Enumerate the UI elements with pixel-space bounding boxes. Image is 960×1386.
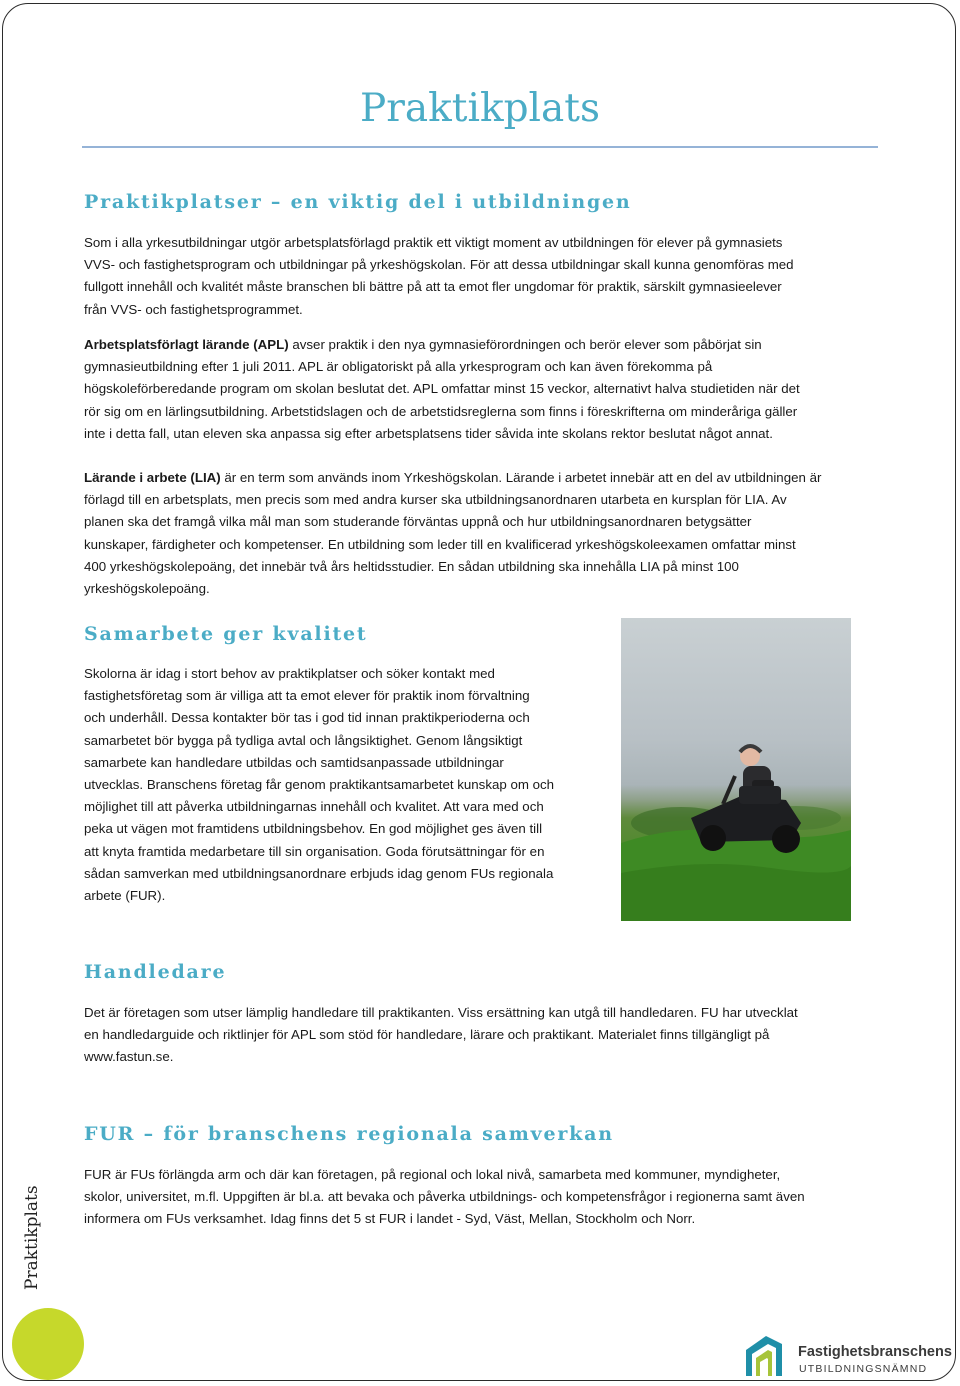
section-heading-handledare: Handledare xyxy=(84,961,227,983)
photo-person-on-lawn-mower xyxy=(621,618,851,921)
paragraph-samarbete: Skolorna är idag i stort behov av praktikplatser och söker kontakt med fastighetsföretag som är villiga att ta emot elever för praktik inom förvaltning och underhåll. Dessa kontakter bör tas i god tid innan praktikperioderna och samarbetet bör bygga på tydliga avtal och långsiktighet. Genom långsiktigt samarbete kan handledare utbildas och samtidsanpassade utbildningar utvecklas. Branschens företag får genom praktikantsamarbetet kunskap om och möjlighet till att påverka utbildningarnas innehåll och kvalitet. Att vara med och peka ut vägen mot framtidens utbildningsbehov. En god möjlighet ges även till att knyta framtida medarbetare till sin organisation. Goda förutsättningar för en sådan samverkan med utbildningsanordnare erbjuds idag genom FUs regionala arbete (FUR). xyxy=(84,666,555,904)
paragraph-fur: FUR är FUs förlängda arm och där kan företagen, på regional och lokal nivå, samarbeta med kommuner, myndigheter, skolor, universitet, m.fl. Uppgiften är bl.a. att bevaka och påverka utbildnings- och kompetensfrågor i regionerna samt även informera om FUs verksamhet. Idag finns det 5 st FUR i landet - Syd, Väst, Mellan, Stockholm och Norr. xyxy=(84,1167,805,1227)
paragraph-lia: Lärande i arbete (LIA) är en term som används inom Yrkeshögskolan. Lärande i arbetet innebär att en del av utbildningen är förlagd till en arbetsplats, men precis som med andra kurser ska utbildningsanordnaren utarbeta en kursplan för LIA. Av planen ska det framgå vilka mål man som studerande förväntas uppnå och hur utbildningsanordnaren betygsätter kunskaper, färdigheter och kompetenser. En utbildning som leder till en kvalificerad yrkeshögskoleexamen omfattar minst 400 yrkeshögskolepoäng, det innebär två års heltidsstudier. En sådan utbildning ska innehålla LIA på minst 100 yrkeshögskolepoäng. xyxy=(84,470,822,597)
section-heading-samarbete: Samarbete ger kvalitet xyxy=(84,623,368,645)
house-logo-icon xyxy=(742,1328,786,1378)
title-rule xyxy=(82,146,878,148)
lia-term: Lärande i arbete (LIA) xyxy=(84,470,221,485)
organization-logo xyxy=(742,1326,956,1382)
decorative-circle xyxy=(12,1308,84,1380)
paragraph-intro: Som i alla yrkesutbildningar utgör arbetsplatsförlagd praktik ett viktigt moment av utbildningen för elever på gymnasiets VVS- och fastighetsprogram och utbildningar på yrkeshögskolan. För att dessa utbildningar skall kunna genomföras med fullgott innehåll och kvalitét måste branschen bli bättre på att ta emot fler ungdomar för praktik, särskilt gymnasieelever från VVS- och fastighetsprogrammet. xyxy=(84,235,794,317)
page-title: Praktikplats xyxy=(360,86,600,131)
logo-subtitle: UTBILDNINGSNÄMND xyxy=(799,1363,928,1375)
paragraph-handledare: Det är företagen som utser lämplig handledare till praktikanten. Viss ersättning kan utgå till handledaren. FU har utvecklat en handledarguide och riktlinjer för APL som stöd för handledare, lärare och praktikant. Materialet finns tillgängligt på www.fastun.se. xyxy=(84,1005,798,1065)
apl-term: Arbetsplatsförlagt lärande (APL) xyxy=(84,337,289,352)
section-heading-fur: FUR – för branschens regionala samverkan xyxy=(84,1123,614,1145)
section-heading-praktikplatser: Praktikplatser – en viktig del i utbildningen xyxy=(84,191,632,213)
side-label: Praktikplats xyxy=(22,1185,42,1290)
paragraph-apl: Arbetsplatsförlagt lärande (APL) avser praktik i den nya gymnasieförordningen och berör elever som påbörjat sin gymnasieutbildning efter 1 juli 2011. APL är obligatoriskt på alla yrkesprogram och kan även förekomma på högskoleförberedande program om skolan beslutat det. APL omfattar minst 15 veckor, alternativt halva studietiden när det rör sig om en lärlingsutbildning. Arbetstidslagen och de arbetstidsreglerna som finns i föreskrifterna om minderåriga gäller inte i detta fall, utan eleven ska anpassa sig efter arbetsplatsens tider såvida inte skolans rektor beslutat något annat. xyxy=(84,337,800,441)
photo-illustration xyxy=(621,618,851,921)
logo-name: Fastighetsbranschens xyxy=(798,1344,952,1360)
